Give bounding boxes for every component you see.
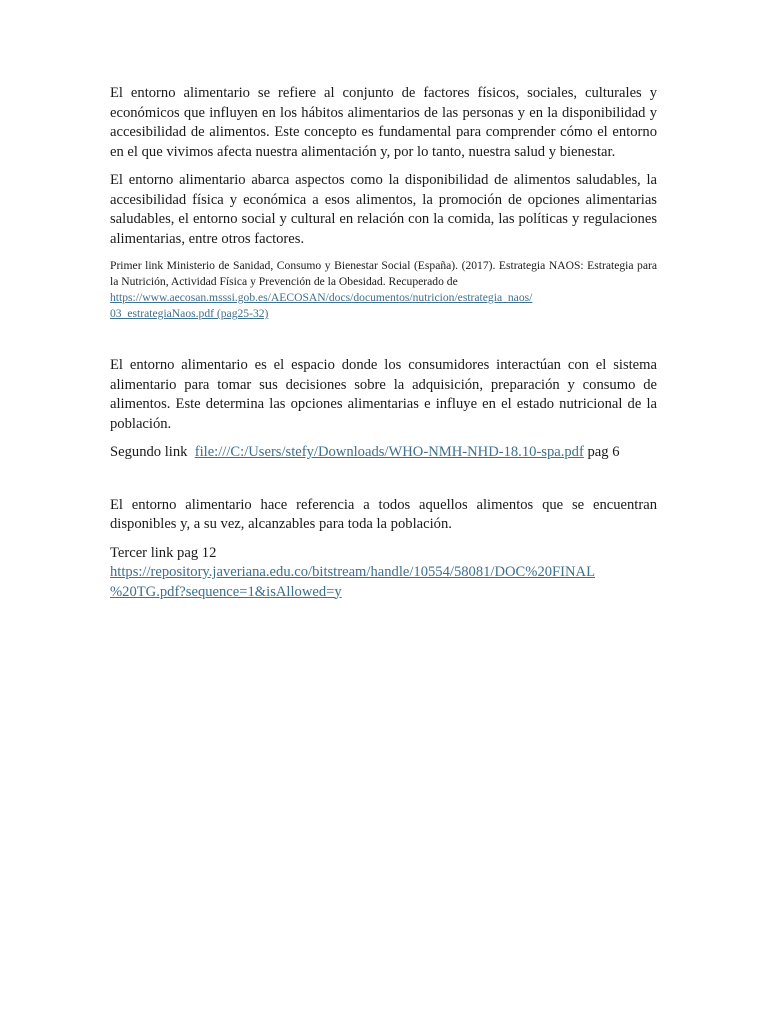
- reference-1-text: Primer link Ministerio de Sanidad, Consumo y Bienestar Social (España). (2017). Estrategia NAOS: Estrategia para la Nutrición, Actividad Física y Prevención de la Obesidad. Recuperado de: [110, 259, 657, 288]
- reference-3: [110, 544, 657, 603]
- reference-2-suffix: pag 6: [583, 444, 620, 460]
- paragraph-3: El entorno alimentario es el espacio donde los consumidores interactúan con el sistema alimentario para tomar sus decisiones sobre la adquisición, preparación y consumo de alimentos. Este determina las opciones alimentarias e influye en el estado nutricional de la población.: [110, 357, 657, 432]
- document-page: [110, 84, 657, 602]
- reference-3-link-part2[interactable]: %20TG.pdf?sequence=1&isAllowed=y: [110, 583, 342, 600]
- spacer: [110, 463, 657, 496]
- paragraph-1: El entorno alimentario se refiere al conjunto de factores físicos, sociales, culturales y económicos que influyen en los hábitos alimentarios de las personas y en la disponibilidad y accesibilidad de alimentos. Este concepto es fundamental para comprender cómo el entorno en el que vivimos afecta nuestra alimentación y, por lo tanto, nuestra salud y bienestar.: [110, 85, 657, 160]
- reference-2: [110, 443, 657, 463]
- reference-3-label: Tercer link pag 12: [110, 544, 217, 561]
- reference-1-link-part1[interactable]: https://www.aecosan.msssi.gob.es/AECOSAN/docs/documentos/nutricion/estrategia_naos/: [110, 291, 533, 304]
- reference-3-link-part1[interactable]: https://repository.javeriana.edu.co/bitstream/handle/10554/58081/DOC%20FINAL: [110, 564, 596, 580]
- paragraph-2: El entorno alimentario abarca aspectos como la disponibilidad de alimentos saludables, la accesibilidad física y económica a esos alimentos, la promoción de opciones alimentarias saludables, el entorno social y cultural en relación con la comida, las políticas y regulaciones alimentarias, entre otros factores.: [110, 172, 657, 247]
- reference-1: [110, 258, 657, 322]
- reference-1-link-part2[interactable]: 03_estrategiaNaos.pdf (pag25-32): [110, 307, 269, 320]
- spacer: [110, 322, 657, 356]
- reference-2-label: Segundo link: [110, 444, 188, 460]
- reference-2-link[interactable]: file:///C:/Users/stefy/Downloads/WHO-NMH-NHD-18.10-spa.pdf: [194, 444, 584, 460]
- paragraph-4: El entorno alimentario hace referencia a todos aquellos alimentos que se encuentran disponibles y, a su vez, alcanzables para toda la población.: [110, 496, 657, 532]
